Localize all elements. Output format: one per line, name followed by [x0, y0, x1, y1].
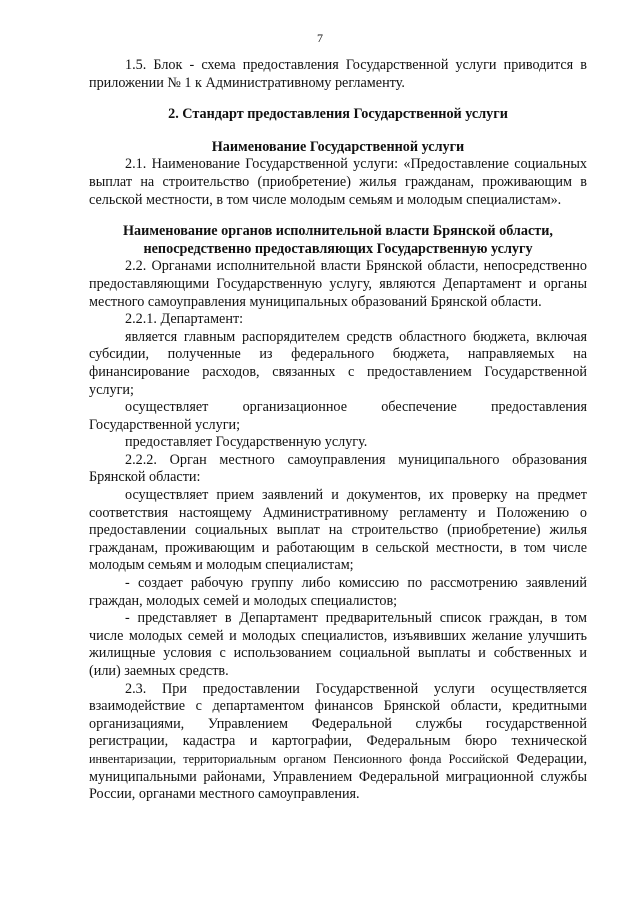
department-duty-2: осуществляет организационное обеспечение предоставления Государственной услуги; — [89, 399, 587, 433]
local-authority-duty-2: - создает рабочую группу либо комиссию по рассмотрению заявлений граждан, молодых семей и молодых специалистов; — [89, 575, 587, 609]
paragraph-2-2-1: 2.2.1. Департамент: — [125, 311, 244, 328]
paragraph-2-3 — [89, 681, 587, 804]
department-duty-1: является главным распорядителем средств областного бюджета, включая субсидии, полученные из федерального бюджета, направляемых на финансирование расходов, связанных с предоставлением Государственной услуги; — [89, 328, 587, 398]
department-duty-3: предоставляет Государственную услугу. — [125, 434, 368, 451]
local-authority-duty-3: - представляет в Департамент предварительный список граждан, в том числе молодых семей и молодых специалистов, изъявивших желание улучшить жилищные условия с использованием социальной выплаты и собственных и (или) заемных средств. — [89, 610, 587, 679]
paragraph-2-2: 2.2. Органами исполнительной власти Брянской области, непосредственно предоставляющими Государственную услугу, являются Департамент и органы местного самоуправления муниципальных образований Брянской области. — [89, 258, 587, 310]
section-2-title: 2. Стандарт предоставления Государственной услуги — [168, 106, 508, 123]
heading-organs — [89, 223, 587, 258]
page-number: 7 — [317, 31, 323, 45]
heading-organs-line1: Наименование органов исполнительной власти Брянской области, — [123, 223, 553, 240]
paragraph-2-3-part-a: 2.3. При предоставлении Государственной услуги осуществляется взаимодействие с департаментом финансов Брянской области, кредитными организациями, Управлением Федеральной службы государственной регистрации, кадастра и картографии, Федеральным бюро технической — [89, 680, 587, 750]
paragraph-1-5: 1.5. Блок - схема предоставления Государственной услуги приводится в приложении № 1 к Административному регламенту. — [89, 57, 587, 91]
document-body — [89, 57, 587, 804]
paragraph-2-1: 2.1. Наименование Государственной услуги: «Предоставление социальных выплат на строительство (приобретение) жилья гражданам, проживающим в сельской местности, в том числе молодым семьям и молодым специалистам». — [89, 156, 587, 208]
paragraph-2-3-part-b: инвентаризации, территориальным органом Пенсионного фонда Российской — [89, 751, 509, 766]
heading-organs-line2: непосредственно предоставляющих Государственную услугу — [143, 240, 533, 257]
local-authority-duty-1: осуществляет прием заявлений и документов, их проверку на предмет соответствия настоящему Административному регламенту и Положению о предоставлении социальных выплат на строительство (приобретение) жилья гражданам, проживающим и работающим в сельской местности, в том числе молодым семьям и молодым специалистам; — [89, 487, 587, 574]
paragraph-2-2-2: 2.2.2. Орган местного самоуправления муниципального образования Брянской области: — [89, 451, 587, 486]
paragraph-2-3-part-c: Федерации, муниципальными районами, Управлением Федеральной миграционной службы России, органами местного самоуправления. — [89, 750, 587, 803]
heading-service-name: Наименование Государственной услуги — [211, 138, 465, 155]
